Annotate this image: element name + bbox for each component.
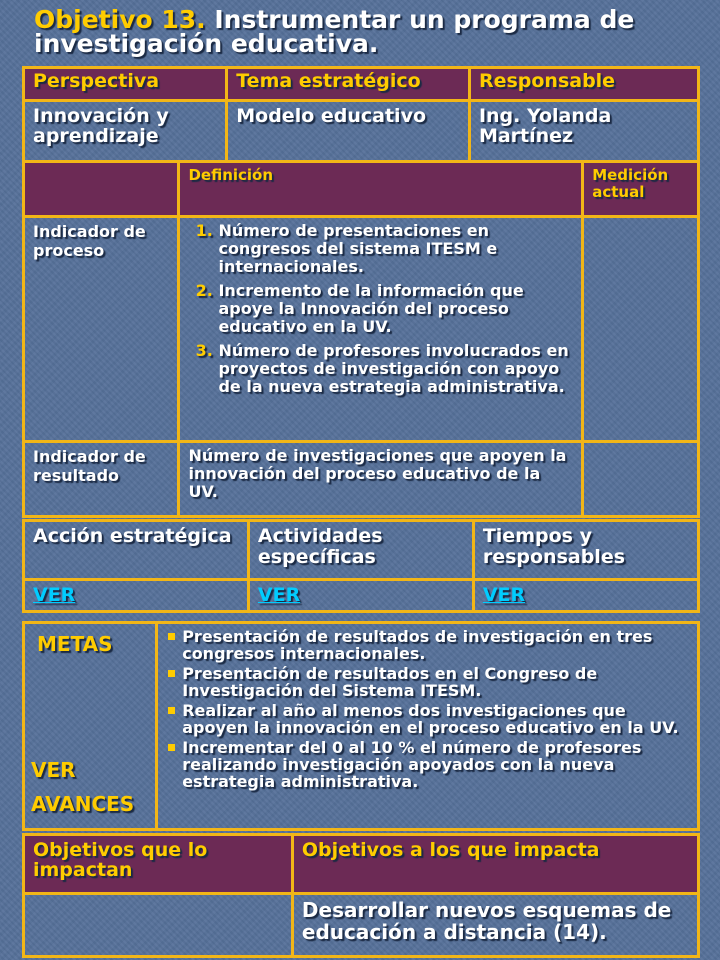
impacted-objectives: Desarrollar nuevos esquemas de educación a distancia (14). (292, 894, 698, 957)
ver-accion-link[interactable]: VER (33, 584, 76, 606)
goals-list-cell (157, 623, 699, 830)
objective-number: Objetivo 13. (34, 5, 206, 34)
summary-table (22, 66, 700, 165)
value-tema-estrategico: Modelo educativo (227, 101, 470, 164)
header-objetivos-a-los-que-impacta: Objetivos a los que impacta (292, 835, 698, 894)
goal-item: Incrementar del 0 al 10 % el número de profesores realizando investigación apoyados con la nueva estrategia administrativa. (178, 739, 689, 790)
header-objetivos-que-lo-impactan: Objetivos que lo impactan (24, 835, 293, 894)
header-accion-estrategica: Acción estratégica (24, 521, 249, 580)
value-responsable: Ing. Yolanda Martínez (469, 101, 698, 164)
impacting-objectives (24, 894, 293, 957)
header-medicion-actual: Medición actual (583, 162, 699, 217)
process-measurement (583, 217, 699, 442)
process-item: 2. Incremento de la información que apoye la Innovación del proceso educativo en la UV. (218, 282, 573, 336)
avances-label[interactable]: AVANCES (31, 792, 135, 816)
page-title (34, 5, 694, 58)
ver-actividades-link[interactable]: VER (257, 584, 301, 606)
result-measurement (583, 442, 699, 517)
label-indicador-proceso: Indicador de proceso (24, 217, 179, 442)
goal-item: Presentación de resultados en el Congreso de Investigación del Sistema ITESM. (178, 665, 689, 699)
metas-label: METAS (37, 632, 113, 656)
result-definition: Número de investigaciones que apoyen la innovación del proceso educativo de la UV. (179, 442, 583, 517)
header-tiempos-responsables: Tiempos y responsables (473, 521, 698, 580)
goals-table (22, 621, 700, 831)
objective-title-text: Instrumentar un programa de investigación educativa. (34, 5, 635, 58)
indicators-table (22, 160, 700, 518)
ver-avances-link[interactable]: VER (31, 758, 76, 782)
ver-tiempos-link[interactable]: VER (482, 584, 526, 606)
objectives-table (22, 833, 700, 958)
header-responsable: Responsable (469, 68, 698, 101)
label-indicador-resultado: Indicador de resultado (24, 442, 179, 517)
header-perspectiva: Perspectiva (24, 68, 227, 101)
goals-label-cell (24, 623, 157, 830)
actions-table (22, 519, 700, 613)
process-item: 1. Número de presentaciones en congresos del sistema ITESM e internacionales. (218, 222, 573, 276)
header-definicion: Definición (179, 162, 583, 217)
process-definition (179, 217, 583, 442)
indicators-corner-cell (24, 162, 179, 217)
header-actividades-especificas: Actividades específicas (248, 521, 473, 580)
header-tema-estrategico: Tema estratégico (227, 68, 470, 101)
value-perspectiva: Innovación y aprendizaje (24, 101, 227, 164)
goal-item: Realizar al año al menos dos investigaciones que apoyen la innovación en el proceso educativo en la UV. (178, 702, 689, 736)
process-item: 3. Número de profesores involucrados en proyectos de investigación con apoyo de la nueva estrategia administrativa. (218, 342, 573, 396)
goal-item: Presentación de resultados de investigación en tres congresos internacionales. (178, 628, 689, 662)
